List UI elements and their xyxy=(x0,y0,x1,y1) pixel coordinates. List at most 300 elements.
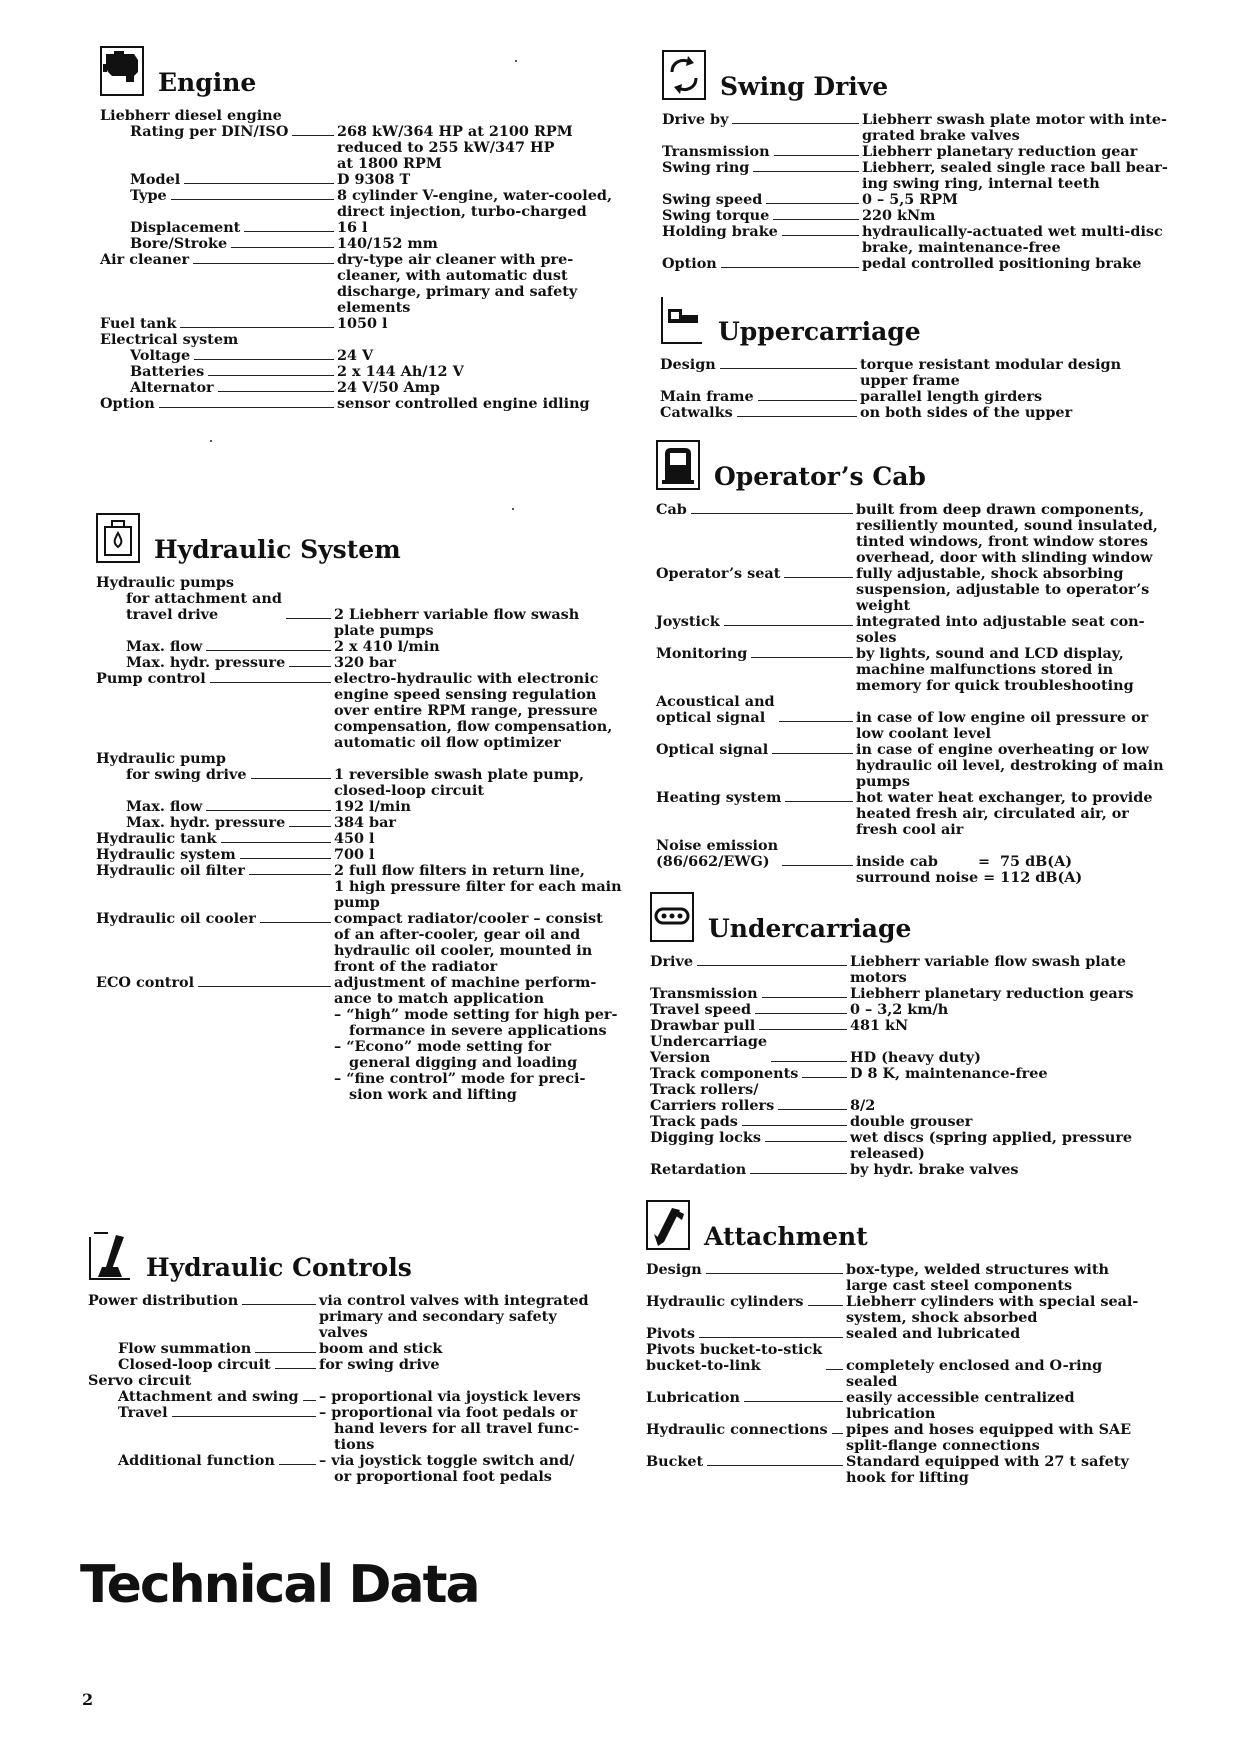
spec-label-text xyxy=(646,1342,822,1374)
spec-value-line: inside cab = 75 dB(A) xyxy=(856,853,1073,870)
spec-label xyxy=(662,208,862,224)
spec-value-line: 700 l xyxy=(334,846,375,863)
spec-value xyxy=(334,671,612,751)
spec-value-line: – proportional via joystick levers xyxy=(319,1388,581,1405)
spec-label xyxy=(650,1082,850,1114)
spec-label xyxy=(100,364,337,380)
spec-value-line: electro-hydraulic with electronic xyxy=(334,670,599,687)
spec-value-line: 24 V/50 Amp xyxy=(337,379,440,396)
section-header xyxy=(96,513,628,571)
leader-line xyxy=(782,865,853,866)
spec-label-line: Pump control xyxy=(96,670,206,687)
leader-line xyxy=(772,753,853,754)
spec-value-line: Liebherr cylinders with special seal- xyxy=(846,1293,1139,1310)
spec-label-line: travel drive xyxy=(126,606,219,623)
spec-label-text xyxy=(662,224,778,240)
leader-line xyxy=(737,416,857,417)
spec-label xyxy=(96,655,334,671)
spec-label xyxy=(96,591,334,623)
spec-label-line: Swing speed xyxy=(662,191,763,208)
spec-row xyxy=(88,1293,628,1341)
spec-value xyxy=(334,815,396,831)
leader-line xyxy=(771,1061,847,1062)
spec-label-text xyxy=(96,671,206,687)
section-title: Swing Drive xyxy=(720,72,889,101)
spec-label xyxy=(100,172,337,188)
spec-value-line: lubrication xyxy=(846,1405,936,1422)
section-engine xyxy=(100,46,626,412)
spec-row xyxy=(100,236,626,252)
spec-value-line: system, shock absorbed xyxy=(846,1309,1038,1326)
leader-line xyxy=(242,1304,316,1305)
spec-label-text xyxy=(96,767,247,783)
spec-row xyxy=(100,348,626,364)
leader-line xyxy=(724,625,853,626)
section-operators-cab xyxy=(656,440,1196,886)
spec-label-text xyxy=(660,405,733,421)
spec-label xyxy=(96,639,334,655)
spec-row xyxy=(88,1405,628,1453)
spec-label-text xyxy=(662,144,770,160)
spec-value-line: in case of low engine oil pressure or xyxy=(856,709,1149,726)
spec-label-text xyxy=(646,1422,828,1438)
leader-line xyxy=(779,721,853,722)
spec-row xyxy=(650,1034,1196,1066)
spec-label xyxy=(100,396,337,412)
spec-value xyxy=(860,357,1121,389)
spec-value xyxy=(337,348,373,364)
leader-line xyxy=(240,858,331,859)
spec-row xyxy=(646,1422,1196,1454)
spec-label-line: Rating per DIN/ISO xyxy=(130,123,289,140)
spec-label-text xyxy=(662,256,717,272)
spec-label-line: Transmission xyxy=(650,985,758,1002)
section-undercarriage xyxy=(650,892,1196,1178)
spec-value xyxy=(334,799,411,815)
spec-row xyxy=(96,975,628,1103)
leader-line xyxy=(255,1352,316,1353)
spec-row xyxy=(662,144,1198,160)
spec-label-line: Model xyxy=(130,171,181,188)
spec-value-line: upper frame xyxy=(860,372,960,389)
control-lever-icon xyxy=(88,1231,132,1281)
spec-value xyxy=(860,389,1042,405)
spec-label xyxy=(88,1373,319,1389)
spec-value-line: easily accessible centralized xyxy=(846,1389,1075,1406)
spec-label-line: Noise emission xyxy=(656,837,779,854)
spec-label-text xyxy=(100,332,238,348)
spec-row xyxy=(96,799,628,815)
spec-label xyxy=(646,1262,846,1278)
spec-value-line: 1050 l xyxy=(337,315,388,332)
spec-value xyxy=(850,1050,981,1066)
section-header xyxy=(88,1231,628,1289)
leader-line xyxy=(742,1125,847,1126)
spec-value xyxy=(862,208,935,224)
spec-row xyxy=(100,188,626,220)
spec-label-line: Travel speed xyxy=(650,1001,752,1018)
spec-label-text xyxy=(100,172,180,188)
spec-label-line: Additional function xyxy=(118,1452,275,1469)
spec-value xyxy=(856,854,1082,886)
spec-label-text xyxy=(650,1162,746,1178)
spec-value-line: sensor controlled engine idling xyxy=(337,395,590,412)
leader-line xyxy=(206,810,331,811)
spec-label-text xyxy=(646,1262,702,1278)
spec-label-line: Max. flow xyxy=(126,798,203,815)
spec-row xyxy=(96,575,628,591)
spec-value-line: adjustment of machine perform- xyxy=(334,974,597,991)
spec-value-line: grated brake valves xyxy=(862,127,1020,144)
spec-label xyxy=(656,838,856,870)
spec-label-line: Hydraulic tank xyxy=(96,830,217,847)
spec-label-line: bucket-to-link xyxy=(646,1357,761,1374)
spec-value xyxy=(862,256,1141,272)
spec-value-line: by hydr. brake valves xyxy=(850,1161,1019,1178)
page-number: 2 xyxy=(82,1690,94,1709)
spec-row xyxy=(96,671,628,751)
leader-line xyxy=(766,203,859,204)
section-title: Engine xyxy=(158,68,257,97)
spec-value xyxy=(337,252,577,316)
spec-value-line: hydraulically-actuated wet multi-disc xyxy=(862,223,1163,240)
spec-label xyxy=(88,1405,319,1421)
spec-value-line: via control valves with integrated xyxy=(319,1292,589,1309)
spec-label-line: Monitoring xyxy=(656,645,748,662)
leader-line xyxy=(732,123,859,124)
section-header xyxy=(662,50,1198,108)
spec-label-line: Attachment and swing xyxy=(118,1388,299,1405)
spec-value xyxy=(334,607,579,639)
spec-label-line: Fuel tank xyxy=(100,315,177,332)
spec-value-line: at 1800 RPM xyxy=(337,155,442,172)
spec-label-text xyxy=(96,911,256,927)
leader-line xyxy=(755,1013,847,1014)
spec-label-line: Max. flow xyxy=(126,638,203,655)
spec-value-line: boom and stick xyxy=(319,1340,443,1357)
leader-line xyxy=(773,219,859,220)
spec-value xyxy=(846,1390,1075,1422)
spec-row xyxy=(656,742,1196,790)
leader-line xyxy=(279,1464,316,1465)
spec-value-line: closed-loop circuit xyxy=(334,782,485,799)
leader-line xyxy=(778,1109,847,1110)
spec-value-line: automatic oil flow optimizer xyxy=(334,734,561,751)
spec-label-text xyxy=(96,591,282,623)
section-title: Operator’s Cab xyxy=(714,462,926,491)
spec-value-line: resiliently mounted, sound insulated, xyxy=(856,517,1158,534)
leader-line xyxy=(184,183,334,184)
spec-row xyxy=(656,614,1196,646)
spec-value xyxy=(319,1405,579,1453)
spec-row xyxy=(88,1341,628,1357)
spec-label-text xyxy=(646,1454,703,1470)
spec-value xyxy=(850,1098,875,1114)
spec-value-line: 320 bar xyxy=(334,654,397,671)
spec-label-line: Hydraulic pumps xyxy=(96,574,235,591)
spec-label-line: Drawbar pull xyxy=(650,1017,756,1034)
spec-label-text xyxy=(650,1018,755,1034)
spec-label-line: for swing drive xyxy=(126,766,247,783)
leader-line xyxy=(275,1368,316,1369)
spec-label-text xyxy=(100,396,155,412)
spec-label-text xyxy=(646,1390,740,1406)
section-hydraulic-controls xyxy=(88,1231,628,1485)
spec-value-line: released) xyxy=(850,1145,925,1162)
spec-label xyxy=(96,863,334,879)
section-swing-drive xyxy=(662,50,1198,272)
spec-value xyxy=(337,220,368,236)
spec-label-line: Digging locks xyxy=(650,1129,761,1146)
spec-value xyxy=(850,1162,1018,1178)
spec-rows xyxy=(100,108,626,412)
spec-value-line: weight xyxy=(856,597,911,614)
section-header xyxy=(100,46,626,104)
spec-value xyxy=(337,188,612,220)
spec-value-line: 0 – 3,2 km/h xyxy=(850,1001,949,1018)
spec-row xyxy=(96,815,628,831)
spec-label-text xyxy=(662,192,762,208)
spec-value-line: 24 V xyxy=(337,347,374,364)
spec-value xyxy=(862,160,1168,192)
spec-label-text xyxy=(656,742,768,758)
spec-label-line: for attachment and xyxy=(126,590,282,607)
spec-label-text xyxy=(656,694,775,726)
leader-line xyxy=(750,1173,847,1174)
spec-value-line: tions xyxy=(319,1436,375,1453)
spec-row xyxy=(656,566,1196,614)
spec-value xyxy=(334,847,375,863)
spec-value-line: box-type, welded structures with xyxy=(846,1261,1109,1278)
spec-value xyxy=(850,1130,1132,1162)
leader-line xyxy=(206,650,331,651)
spec-row xyxy=(88,1357,628,1373)
spec-row xyxy=(100,252,626,316)
spec-label xyxy=(100,236,337,252)
spec-value-line: ance to match application xyxy=(334,990,545,1007)
spec-value xyxy=(856,742,1164,790)
spec-label-line: Design xyxy=(646,1261,702,1278)
spec-label-line: Power distribution xyxy=(88,1292,239,1309)
leader-line xyxy=(171,199,334,200)
spec-label xyxy=(650,1034,850,1066)
leader-line xyxy=(832,1433,843,1434)
leader-line xyxy=(180,327,334,328)
leader-line xyxy=(751,657,853,658)
spec-rows xyxy=(660,357,1198,421)
spec-value-line: Liebherr planetary reduction gear xyxy=(862,143,1138,160)
spec-label-line: Design xyxy=(660,356,716,373)
spec-label xyxy=(96,815,334,831)
leader-line xyxy=(707,1465,843,1466)
spec-value-line: 2 Liebherr variable flow swash xyxy=(334,606,580,623)
spec-value-line: fresh cool air xyxy=(856,821,964,838)
spec-row xyxy=(662,256,1198,272)
spec-row xyxy=(650,1018,1196,1034)
spec-label-text xyxy=(96,863,245,879)
spec-label-line: Carriers rollers xyxy=(650,1097,775,1114)
spec-value xyxy=(850,1018,908,1034)
spec-value-line: wet discs (spring applied, pressure xyxy=(850,1129,1133,1146)
spec-value-line: hydraulic oil level, destroking of main xyxy=(856,757,1164,774)
spec-label xyxy=(100,332,337,348)
spec-row xyxy=(650,986,1196,1002)
spec-value-line: 192 l/min xyxy=(334,798,411,815)
spec-value-line: memory for quick troubleshooting xyxy=(856,677,1134,694)
spec-value xyxy=(850,954,1126,986)
spec-label-text xyxy=(660,389,754,405)
leader-line xyxy=(699,1337,843,1338)
spec-value-line: reduced to 255 kW/347 HP xyxy=(337,139,555,156)
spec-label-line: ECO control xyxy=(96,974,195,991)
section-title: Uppercarriage xyxy=(718,317,921,346)
spec-label xyxy=(96,575,334,591)
spec-label-text xyxy=(650,1130,761,1146)
spec-row xyxy=(100,316,626,332)
spec-label-text xyxy=(88,1405,168,1421)
spec-value xyxy=(856,502,1158,566)
spec-label-line: optical signal xyxy=(656,709,766,726)
spec-label-text xyxy=(646,1326,695,1342)
spec-value xyxy=(337,124,573,172)
spec-value xyxy=(337,364,464,380)
spec-value xyxy=(850,1002,948,1018)
spec-label xyxy=(100,108,337,124)
spec-row xyxy=(646,1454,1196,1486)
spec-value xyxy=(856,710,1148,742)
spec-row xyxy=(662,208,1198,224)
leader-line xyxy=(210,682,331,683)
spec-value-line: 2 x 410 l/min xyxy=(334,638,440,655)
spec-value-line: dry-type air cleaner with pre- xyxy=(337,251,574,268)
spec-row xyxy=(96,831,628,847)
spec-label-text xyxy=(662,112,728,128)
spec-value xyxy=(337,316,388,332)
section-header xyxy=(656,440,1196,498)
spec-value xyxy=(334,831,375,847)
spec-row xyxy=(662,224,1198,256)
spec-value-line: engine speed sensing regulation xyxy=(334,686,597,703)
leader-line xyxy=(172,1416,316,1417)
spec-value-line: 384 bar xyxy=(334,814,397,831)
spec-label xyxy=(662,144,862,160)
leader-line xyxy=(762,997,847,998)
spec-label-text xyxy=(100,252,189,268)
spec-label xyxy=(96,975,334,991)
spec-row xyxy=(660,357,1198,389)
spec-value-line: compensation, flow compensation, xyxy=(334,718,613,735)
leader-line xyxy=(826,1369,843,1370)
spec-label xyxy=(100,348,337,364)
spec-label-line: Retardation xyxy=(650,1161,747,1178)
spec-label-line: Main frame xyxy=(660,388,754,405)
spec-label-line: Liebherr diesel engine xyxy=(100,107,282,124)
spec-value-line: 2 x 144 Ah/12 V xyxy=(337,363,464,380)
spec-label xyxy=(100,124,337,140)
spec-label-text xyxy=(100,364,204,380)
spec-value-line: 268 kW/364 HP at 2100 RPM xyxy=(337,123,573,140)
spec-label-line: Displacement xyxy=(130,219,241,236)
spec-label-text xyxy=(88,1293,238,1309)
spec-value-line: fully adjustable, shock absorbing xyxy=(856,565,1124,582)
spec-row xyxy=(646,1342,1196,1390)
spec-label-text xyxy=(96,815,285,831)
spec-row xyxy=(650,1002,1196,1018)
spec-label xyxy=(646,1326,846,1342)
spec-value-line: tinted windows, front window stores xyxy=(856,533,1148,550)
spec-value-line: 0 – 5,5 RPM xyxy=(862,191,958,208)
spec-value xyxy=(846,1326,1020,1342)
uppercarriage-icon xyxy=(660,295,704,345)
leader-line xyxy=(221,842,331,843)
spec-row xyxy=(96,655,628,671)
spec-row xyxy=(100,172,626,188)
spec-value-line: parallel length girders xyxy=(860,388,1043,405)
spec-label xyxy=(96,831,334,847)
spec-label-line: Air cleaner xyxy=(100,251,190,268)
spec-row xyxy=(650,954,1196,986)
spec-value-line: 220 kNm xyxy=(862,207,936,224)
spec-label-text xyxy=(650,1002,751,1018)
spec-label-text xyxy=(660,357,716,373)
spec-label-text xyxy=(96,847,236,863)
spec-value-line: – via joystick toggle switch and/ xyxy=(319,1452,575,1469)
spec-value-line: D 8 K, maintenance-free xyxy=(850,1065,1048,1082)
spec-value-line: discharge, primary and safety xyxy=(337,283,578,300)
spec-value-line: built from deep drawn components, xyxy=(856,501,1145,518)
spec-label-line: Hydraulic oil filter xyxy=(96,862,245,879)
spec-value-line: of an after-cooler, gear oil and xyxy=(334,926,581,943)
spec-label-line: Version xyxy=(650,1049,711,1066)
spec-label xyxy=(646,1454,846,1470)
spec-label xyxy=(656,502,856,518)
spec-value xyxy=(337,172,410,188)
spec-value-line: for swing drive xyxy=(319,1356,440,1373)
scan-speck xyxy=(512,508,514,510)
operator-cab-icon xyxy=(656,440,700,490)
spec-value xyxy=(846,1294,1138,1326)
spec-value-line: machine malfunctions stored in xyxy=(856,661,1114,678)
spec-row xyxy=(646,1326,1196,1342)
spec-value-line: sealed xyxy=(846,1373,898,1390)
spec-value-line: suspension, adjustable to operator’s xyxy=(856,581,1150,598)
spec-value-line: split-flange connections xyxy=(846,1437,1040,1454)
section-title: Attachment xyxy=(704,1222,868,1251)
spec-row xyxy=(646,1294,1196,1326)
spec-row xyxy=(646,1390,1196,1422)
spec-value-line: sion work and lifting xyxy=(334,1086,517,1103)
spec-value-line: pipes and hoses equipped with SAE xyxy=(846,1421,1132,1438)
spec-label xyxy=(100,220,337,236)
spec-value-line: integrated into adjustable seat con- xyxy=(856,613,1145,630)
spec-value-line: plate pumps xyxy=(334,622,434,639)
spec-label xyxy=(100,316,337,332)
spec-label xyxy=(650,1130,850,1146)
section-hydraulic-system xyxy=(96,513,628,1103)
spec-label-text xyxy=(656,838,778,870)
section-title: Undercarriage xyxy=(708,914,912,943)
spec-label-text xyxy=(96,799,202,815)
leader-line xyxy=(289,666,331,667)
spec-value-line: – “fine control” mode for preci- xyxy=(334,1070,586,1087)
spec-label-line: Hydraulic connections xyxy=(646,1421,828,1438)
spec-label-text xyxy=(100,316,176,332)
spec-value-line: compact radiator/cooler – consist xyxy=(334,910,603,927)
spec-value-line: surround noise = 112 dB(A) xyxy=(856,869,1083,886)
spec-row xyxy=(100,220,626,236)
spec-value xyxy=(334,655,396,671)
spec-row xyxy=(96,639,628,655)
